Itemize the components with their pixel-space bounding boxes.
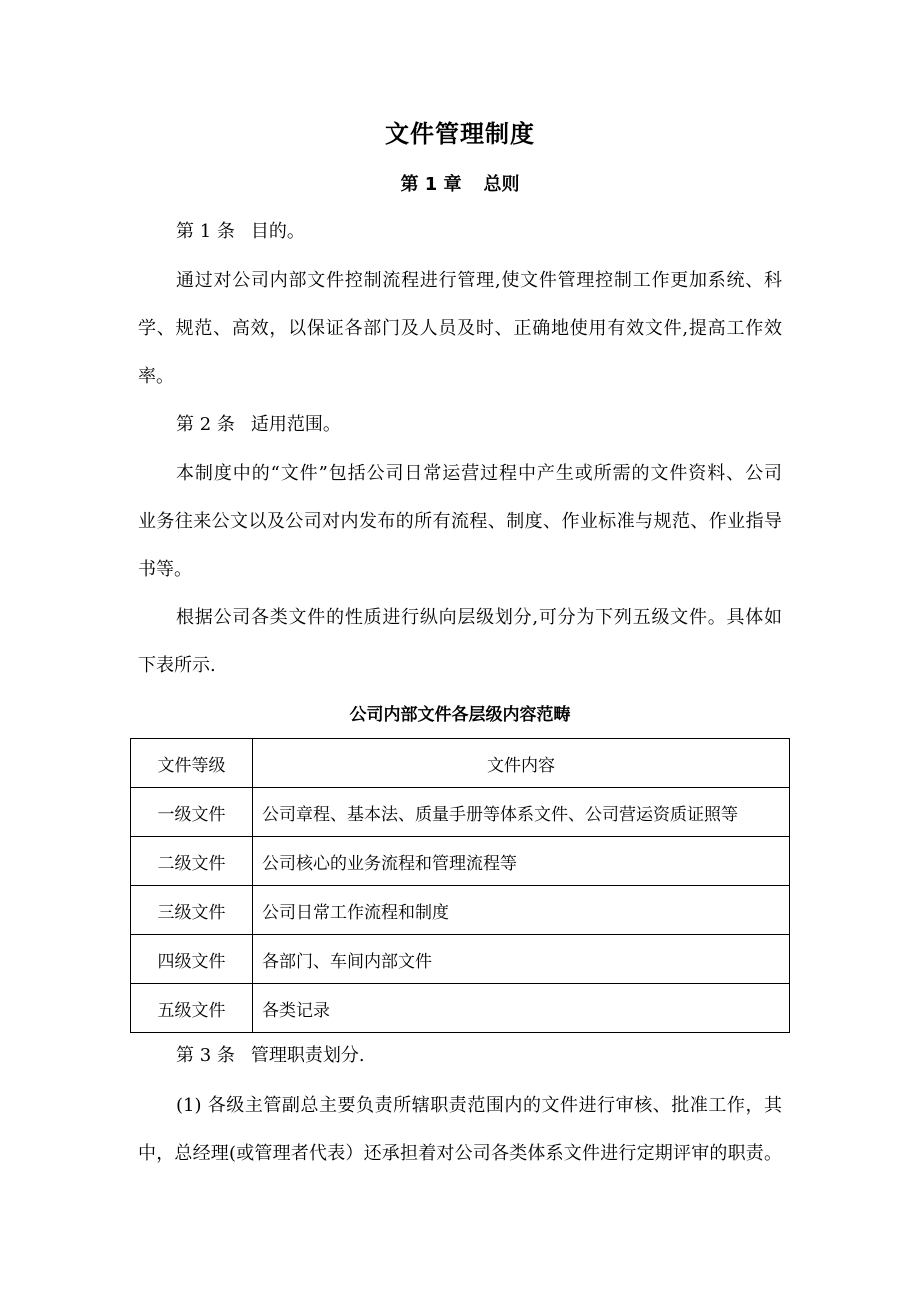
article-1-title: 目的。: [250, 221, 305, 242]
table-cell-content: 公司章程、基本法、质量手册等体系文件、公司营运资质证照等: [253, 788, 790, 837]
table-row: [131, 788, 790, 837]
article-3-heading: [176, 1041, 365, 1071]
table-caption: 公司内部文件各层级内容范畴: [349, 705, 571, 725]
article-2-line: 业务往来公文以及公司对内发布的所有流程、制度、作业标准与规范、作业指导: [138, 511, 782, 532]
file-levels-table: [130, 738, 790, 1033]
article-2-heading: [176, 410, 341, 440]
table-row: [131, 837, 790, 886]
article-2-line: 下表所示.: [138, 655, 216, 676]
article-3-line: 中，总经理(或管理者代表）还承担着对公司各类体系文件进行定期评审的职责。: [138, 1143, 782, 1164]
chapter-name: 总则: [483, 174, 520, 195]
table-row: [131, 984, 790, 1033]
table-cell-level: 二级文件: [131, 837, 253, 886]
table-cell-level: 五级文件: [131, 984, 253, 1033]
article-2-label: 第 2 条: [176, 414, 235, 435]
table-cell-level: 三级文件: [131, 886, 253, 935]
table-row: [131, 886, 790, 935]
article-2-line: 书等。: [138, 559, 192, 580]
table-cell-content: 公司日常工作流程和制度: [253, 886, 790, 935]
table-header-cell: 文件等级: [131, 739, 253, 788]
article-2-line: 本制度中的“文件”包括公司日常运营过程中产生或所需的文件资料、公司: [176, 463, 782, 484]
article-2-title: 适用范围。: [250, 414, 341, 435]
article-3-line: (1) 各级主管副总主要负责所辖职责范围内的文件进行审核、批准工作，其: [176, 1095, 782, 1116]
table-cell-content: 各类记录: [253, 984, 790, 1033]
article-3-label: 第 3 条: [176, 1045, 235, 1066]
article-2-line: 根据公司各类文件的性质进行纵向层级划分,可分为下列五级文件。具体如: [176, 607, 782, 628]
article-1-label: 第 1 条: [176, 221, 235, 242]
article-1-heading: [176, 217, 305, 247]
table-header-row: [131, 739, 790, 788]
chapter-heading: [0, 170, 920, 200]
table-cell-level: 四级文件: [131, 935, 253, 984]
article-1-line: 通过对公司内部文件控制流程进行管理,使文件管理控制工作更加系统、科: [176, 270, 782, 291]
article-1-line: 率。: [138, 366, 174, 387]
table-header-cell: 文件内容: [253, 739, 790, 788]
chapter-number: 第 1 章: [400, 174, 462, 195]
table-row: [131, 935, 790, 984]
table-cell-level: 一级文件: [131, 788, 253, 837]
article-1-line: 学、规范、高效，以保证各部门及人员及时、正确地使用有效文件,提高工作效: [138, 318, 782, 339]
document-title: 文件管理制度: [385, 120, 535, 148]
table-cell-content: 公司核心的业务流程和管理流程等: [253, 837, 790, 886]
article-3-title: 管理职责划分.: [250, 1045, 365, 1066]
table-cell-content: 各部门、车间内部文件: [253, 935, 790, 984]
